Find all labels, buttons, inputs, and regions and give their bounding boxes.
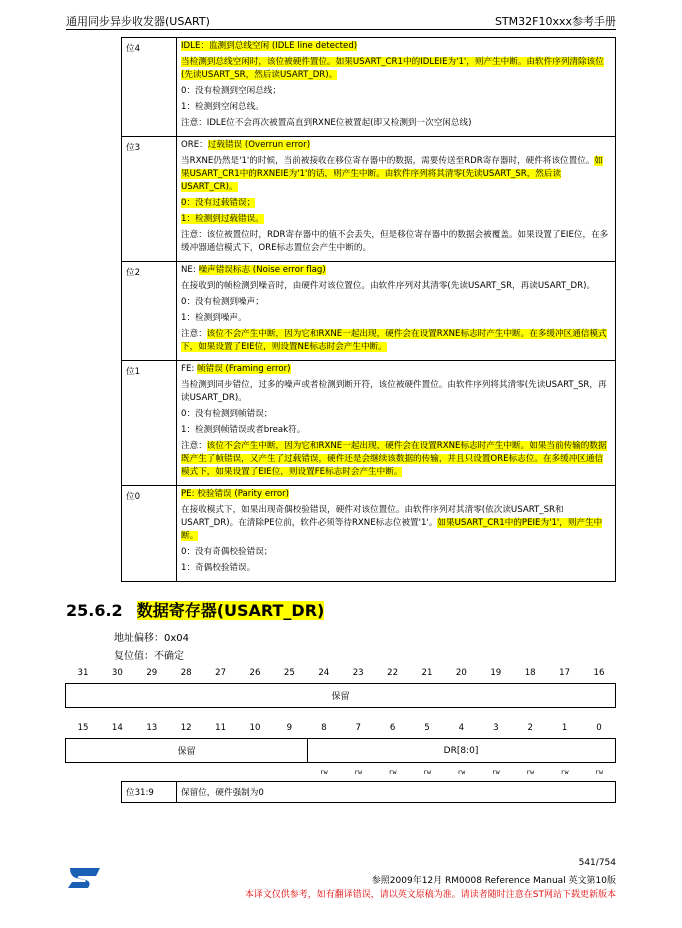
access-label: rw bbox=[423, 768, 431, 776]
bit-number: 8 bbox=[321, 723, 327, 733]
bit-number: 26 bbox=[249, 668, 261, 678]
footer-note: 本译文仅供参考，如有翻译错误，请以英文原稿为准。请读者随时注意在ST网站下载更新版本 bbox=[244, 890, 616, 900]
description-text: 0：没有奇偶校验错误； bbox=[181, 547, 273, 557]
bit-number: 0 bbox=[596, 723, 602, 733]
access-label: rw bbox=[354, 768, 363, 776]
bit-label: 位2 bbox=[122, 262, 177, 361]
bit-number: 27 bbox=[215, 668, 227, 678]
description-line bbox=[181, 85, 611, 98]
reserved-high-field: 保留 bbox=[331, 692, 350, 702]
bit-description bbox=[177, 137, 616, 262]
bit-label: 位1 bbox=[122, 361, 177, 486]
description-line bbox=[181, 440, 611, 479]
description-line bbox=[181, 264, 611, 277]
section-heading bbox=[66, 598, 324, 621]
description-text: 该位不会产生中断，因为它和RXNE一起出现，硬件会在设置RXNE标志时产生中断。如果当前传输的数据既产生了帧错误，又产生了过载错误，硬件还是会继续该数据的传输，并且只设置ORE标志位。在多缓冲区通信模式下，如果设置了EIE位，则设置FE标志时会产生中断。 bbox=[181, 441, 607, 477]
description-text: 当检测到同步错位，过多的噪声或者检测到断开符，该位被硬件置位。由软件序列将其清零(先读USART_SR，再读USART_DR)。 bbox=[181, 380, 607, 403]
description-text: 当检测到总线空闲时，该位被硬件置位。如果USART_CR1中的IDLEIE为'1'，则产生中断。由软件序列清除该位(先读USART_SR，然后读USART_DR)。 bbox=[181, 57, 604, 80]
header-right: STM32F10xxx参考手册 bbox=[494, 15, 616, 28]
description-text: 0：没有过载错误； bbox=[181, 198, 256, 208]
description-line bbox=[181, 424, 611, 437]
bit-number: 11 bbox=[215, 723, 227, 733]
reset-value: 复位值：不确定 bbox=[114, 651, 184, 662]
bit-number: 3 bbox=[493, 723, 499, 733]
description-line bbox=[181, 280, 611, 293]
description-line bbox=[181, 213, 611, 226]
description-line bbox=[181, 229, 611, 255]
bit-number: 4 bbox=[458, 723, 465, 733]
address-offset: 地址偏移：0x04 bbox=[114, 633, 190, 644]
description-line bbox=[181, 56, 611, 82]
bit-label: 位0 bbox=[122, 486, 177, 582]
header-rule bbox=[66, 29, 616, 30]
description-line bbox=[181, 101, 611, 114]
description-line bbox=[181, 312, 611, 325]
bit-number: 20 bbox=[455, 668, 467, 678]
bit-number: 12 bbox=[180, 723, 192, 733]
bit-number: 6 bbox=[389, 723, 396, 733]
description-text: 1：检测到过载错误。 bbox=[181, 214, 264, 224]
bit-number: 25 bbox=[283, 668, 295, 678]
bit-number: 18 bbox=[524, 668, 536, 678]
description-text: 如果USART_CR1中的RXNEIE为'1'的话，则产生中断。由软件序列将其清零(先读USART_SR，然后读USART_CR)。 bbox=[181, 156, 604, 192]
bit-number: 2 bbox=[527, 723, 533, 733]
description-text: 注意：该位被置位时，RDR寄存器中的值不会丢失，但是移位寄存器中的数据会被覆盖。如果设置了EIE位，在多缓冲器通信模式下，ORE标志置位会产生中断的。 bbox=[181, 230, 609, 253]
description-line bbox=[181, 408, 611, 421]
bit-number: 16 bbox=[593, 668, 605, 678]
description-text: ORE： bbox=[181, 140, 208, 150]
description-text: 1：检测到空闲总线。 bbox=[181, 102, 264, 112]
description-text: 在接收模式下，如果出现奇偶校验错误，硬件对该位置位。由软件序列对其清零(依次读USART_SR和USART_DR)。在清除PE位前，软件必须等待RXNE标志位被置'1'。 bbox=[181, 505, 564, 528]
table-row bbox=[122, 782, 616, 803]
table-row bbox=[122, 262, 616, 361]
bit-number: 22 bbox=[387, 668, 399, 678]
st-logo-icon bbox=[66, 866, 102, 890]
bit-number: 14 bbox=[111, 723, 123, 733]
access-label: rw bbox=[457, 768, 466, 776]
bit-number: 1 bbox=[561, 723, 568, 733]
bit-description bbox=[177, 262, 616, 361]
description-text: NE: bbox=[181, 265, 199, 275]
bit-number: 15 bbox=[77, 723, 89, 733]
bit-number: 9 bbox=[286, 723, 293, 733]
description-text: 1：奇偶校验错误。 bbox=[181, 563, 256, 573]
bit-number: 21 bbox=[421, 668, 433, 678]
description-line bbox=[181, 379, 611, 405]
description-text: 过载错误 (Overrun error) bbox=[207, 140, 311, 150]
bit-number: 23 bbox=[352, 668, 364, 678]
access-label: rw bbox=[491, 768, 500, 776]
description-line bbox=[181, 40, 611, 53]
description-line bbox=[181, 488, 611, 501]
access-label: rw bbox=[319, 768, 328, 776]
page-number: 541/754 bbox=[578, 858, 616, 868]
description-line bbox=[181, 117, 611, 130]
description-text: 注意： bbox=[181, 441, 207, 451]
bit-number: 31 bbox=[77, 668, 89, 678]
description-line bbox=[181, 504, 611, 543]
description-text: FE: bbox=[181, 364, 197, 374]
bit-description bbox=[177, 361, 616, 486]
description-line bbox=[181, 296, 611, 309]
description-line bbox=[181, 197, 611, 210]
bit-number: 13 bbox=[146, 723, 158, 733]
access-label: rw bbox=[560, 768, 569, 776]
header-left: 通用同步异步收发器(USART) bbox=[66, 15, 210, 28]
bit-number: 7 bbox=[355, 723, 361, 733]
bit-number: 28 bbox=[180, 668, 192, 678]
description-text: IDLE：监测到总线空闲 (IDLE line detected) bbox=[181, 41, 358, 51]
description-line bbox=[181, 328, 611, 354]
description-line bbox=[181, 139, 611, 152]
bit-label: 位31:9 bbox=[122, 782, 177, 803]
table-row bbox=[122, 38, 616, 137]
bit-description bbox=[177, 38, 616, 137]
description-text: 1：检测到噪声。 bbox=[181, 313, 247, 323]
footer-reference: 参照2009年12月 RM0008 Reference Manual 英文第10版 bbox=[371, 876, 616, 886]
description-line bbox=[181, 363, 611, 376]
bit-description-table bbox=[121, 37, 616, 582]
bit-number: 19 bbox=[490, 668, 502, 678]
access-label: rw bbox=[388, 768, 397, 776]
bit-number: 10 bbox=[249, 723, 261, 733]
description-text: 该位不会产生中断，因为它和RXNE一起出现，硬件会在设置RXNE标志时产生中断。在多缓冲区通信模式下，如果设置了EIE位，则设置NE标志时会产生中断。 bbox=[181, 329, 607, 352]
bit-description: 保留位，硬件强制为0 bbox=[177, 782, 616, 803]
access-label: rw bbox=[526, 768, 535, 776]
table-row bbox=[122, 486, 616, 582]
table-row bbox=[122, 137, 616, 262]
dr-field: DR[8:0] bbox=[443, 745, 479, 756]
table-row bbox=[122, 361, 616, 486]
bit-label: 位3 bbox=[122, 137, 177, 262]
description-text: 在接收到的帧检测到噪音时，由硬件对该位置位。由软件序列对其清零(先读USART_SR，再读USART_DR)。 bbox=[181, 281, 596, 291]
description-line bbox=[181, 155, 611, 194]
bit-description bbox=[177, 486, 616, 582]
dr-bit-description-table bbox=[121, 781, 616, 803]
description-text: 1：检测到帧错误或者break符。 bbox=[181, 425, 306, 435]
description-text: PE: 校验错误 (Parity error) bbox=[181, 489, 290, 499]
access-label: rw bbox=[595, 768, 603, 776]
register-high-half bbox=[65, 683, 616, 708]
section-title: 数据寄存器(USART_DR) bbox=[136, 601, 325, 620]
description-line bbox=[181, 562, 611, 575]
bit-number: 30 bbox=[111, 668, 123, 678]
description-text: 当RXNE仍然是'1'的时候，当前被接收在移位寄存器中的数据，需要传送至RDR寄存器时，硬件将该位置位。 bbox=[181, 156, 595, 166]
bit-number: 24 bbox=[318, 668, 330, 678]
description-line bbox=[181, 546, 611, 559]
description-text: 如果USART_CR1中的PEIE为'1'，则产生中断。 bbox=[181, 518, 603, 541]
reserved-low-field: 保留 bbox=[177, 747, 196, 757]
bit-number: 29 bbox=[146, 668, 158, 678]
description-text: 帧错误 (Framing error) bbox=[197, 364, 291, 374]
bit-number: 17 bbox=[559, 668, 571, 678]
description-text: 0：没有检测到噪声； bbox=[181, 297, 264, 307]
bit-label: 位4 bbox=[122, 38, 177, 137]
section-number: 25.6.2 bbox=[66, 601, 123, 620]
description-text: 噪声错误标志 (Noise error flag) bbox=[198, 265, 326, 275]
description-text: 0：没有检测到空闲总线； bbox=[181, 86, 281, 96]
register-low-half bbox=[65, 738, 616, 763]
description-text: 0：没有检测到帧错误； bbox=[181, 409, 273, 419]
bit-number: 5 bbox=[424, 723, 430, 733]
description-text: 注意：IDLE位不会再次被置高直到RXNE位被置起(即又检测到一次空闲总线) bbox=[181, 118, 472, 128]
description-text: 注意： bbox=[181, 329, 207, 339]
